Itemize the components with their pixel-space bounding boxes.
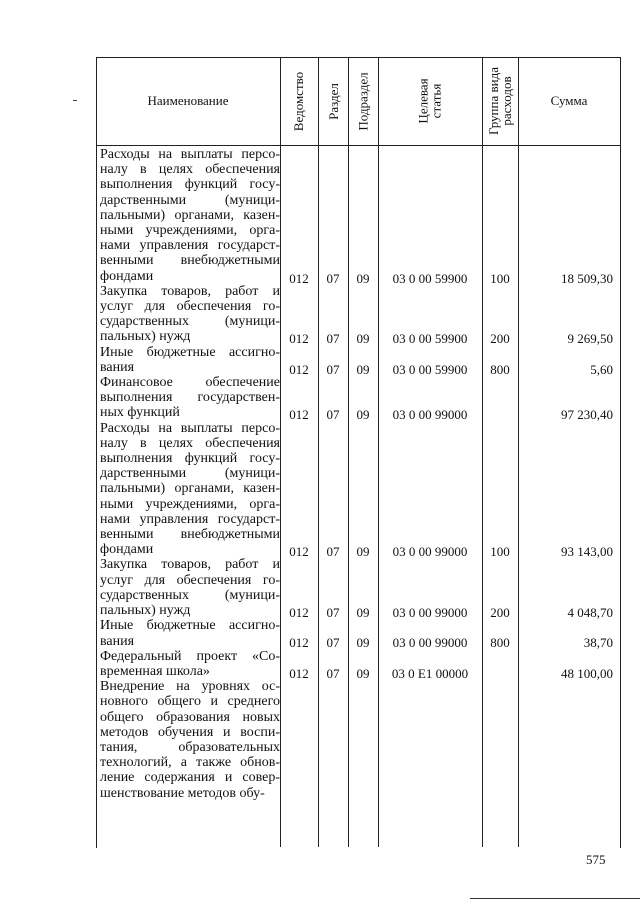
cell-summa: 18 509,30	[561, 270, 613, 286]
cell-celevaya: 03 0 00 59900	[392, 331, 468, 347]
header-ved-text: Ведомство	[291, 71, 307, 131]
row-name	[100, 618, 280, 648]
row-name-line: шенствование методов обу-	[100, 785, 265, 801]
scan-edge-line	[470, 898, 640, 899]
cell-razdel: 07	[326, 605, 340, 620]
header-celevaya-line: Целевая	[415, 78, 431, 124]
row-name-line: выполнения функций госу-	[100, 177, 280, 193]
header-name	[96, 57, 280, 145]
cell-razdel: 07	[326, 665, 340, 681]
cell-podrazdel: 09	[356, 270, 370, 286]
row-name-line: нами управления государст-	[100, 511, 280, 527]
row-name-line: пальными) органами, казен-	[100, 207, 280, 223]
name-column	[100, 147, 280, 801]
row-name-line: сударственных (муници-	[100, 587, 280, 603]
row-name	[100, 649, 280, 679]
page-number: 575	[586, 852, 606, 867]
cell-razdel: 07	[326, 635, 340, 651]
cell-ved: 012	[289, 605, 309, 620]
row-name-line: тания, образовательных	[100, 739, 280, 755]
cell-summa: 5,60	[590, 361, 613, 377]
row-name-line: ных функций	[100, 405, 180, 421]
row-name	[100, 421, 280, 558]
column-divider	[518, 57, 519, 847]
row-name-line: временная школа»	[100, 663, 210, 679]
row-name-line: венными внебюджетными	[100, 253, 280, 269]
header-ved	[280, 57, 318, 145]
cell-podrazdel: 09	[356, 331, 370, 347]
row-name-line: новного общего и среднего	[100, 694, 280, 710]
margin-mark	[73, 100, 77, 101]
row-name	[100, 375, 280, 421]
header-razdel-text: Раздел	[325, 82, 341, 120]
cell-razdel: 07	[326, 407, 340, 423]
row-name-line: сударственных (муници-	[100, 314, 280, 330]
cell-celevaya: 03 0 00 59900	[392, 270, 468, 286]
header-podrazdel	[348, 57, 378, 145]
row-name-line: ление содержания и совер-	[100, 770, 280, 786]
cell-celevaya: 03 0 00 59900	[392, 361, 468, 377]
cell-ved: 012	[289, 361, 309, 377]
row-name-line: ными учреждениями, орга-	[100, 496, 280, 512]
header-gruppa-line: Группа вида	[486, 67, 502, 135]
cell-razdel: 07	[326, 544, 340, 560]
cell-razdel: 07	[326, 270, 340, 286]
cell-gruppa: 800	[490, 635, 510, 651]
row-name	[100, 345, 280, 375]
header-divider	[96, 145, 620, 146]
row-name	[100, 147, 280, 284]
row-name-line: вания	[100, 633, 135, 649]
header-summa-text: Сумма	[550, 93, 588, 108]
cell-summa: 48 100,00	[561, 665, 613, 681]
cell-summa: 93 143,00	[561, 544, 613, 560]
header-name-text: Наименование	[147, 93, 229, 108]
header-gruppa-line: расходов	[499, 76, 515, 126]
column-divider	[482, 57, 483, 847]
cell-celevaya: 03 0 00 99000	[392, 635, 468, 651]
cell-celevaya: 03 0 00 99000	[392, 407, 468, 423]
header-gruppa-text	[487, 67, 513, 135]
cell-celevaya: 03 0 00 99000	[392, 605, 468, 620]
row-name-line: методов обучения и воспи-	[100, 724, 280, 740]
row-name-line: выполнения функций госу-	[100, 451, 280, 467]
row-name-line: пальных) нужд	[100, 603, 191, 619]
header-gruppa	[482, 57, 518, 145]
cell-podrazdel: 09	[356, 605, 370, 620]
row-name-line: фондами	[100, 542, 154, 558]
row-name-line: налу в целях обеспечения	[100, 162, 280, 178]
column-divider	[348, 57, 349, 847]
cell-gruppa: 100	[490, 544, 510, 560]
row-name-line: Финансовое обеспечение	[100, 375, 280, 391]
row-name-line: Закупка товаров, работ и	[100, 557, 280, 573]
header-podrazdel-text: Подраздел	[355, 71, 371, 131]
cell-ved: 012	[289, 544, 309, 560]
row-name	[100, 557, 280, 618]
column-divider	[318, 57, 319, 847]
row-name-line: Иные бюджетные ассигно-	[100, 618, 280, 634]
cell-razdel: 07	[326, 331, 340, 347]
row-name	[100, 679, 280, 801]
cell-podrazdel: 09	[356, 665, 370, 681]
cell-ved: 012	[289, 665, 309, 681]
header-summa	[518, 57, 620, 145]
row-name-line: дарственными (муници-	[100, 192, 280, 208]
row-name-line: Иные бюджетные ассигно-	[100, 344, 280, 360]
row-name-line: технологий, а также обнов-	[100, 755, 280, 771]
cell-celevaya: 03 0 00 99000	[392, 544, 468, 560]
row-name-line: нами управления государст-	[100, 238, 280, 254]
row-name	[100, 284, 280, 345]
cell-podrazdel: 09	[356, 407, 370, 423]
header-celevaya-text	[417, 78, 443, 123]
row-name-line: общего образования новых	[100, 709, 280, 725]
cell-gruppa: 200	[490, 605, 510, 620]
row-name-line: налу в целях обеспечения	[100, 435, 280, 451]
row-name-line: пальными) органами, казен-	[100, 481, 280, 497]
row-name-line: услуг для обеспечения го-	[100, 299, 280, 315]
cell-ved: 012	[289, 270, 309, 286]
row-name-line: ными учреждениями, орга-	[100, 223, 280, 239]
cell-summa: 38,70	[583, 635, 613, 651]
cell-summa: 4 048,70	[567, 605, 613, 620]
row-name-line: Внедрение на уровнях ос-	[100, 679, 280, 695]
row-name-line: Закупка товаров, работ и	[100, 283, 280, 299]
cell-gruppa: 100	[490, 270, 510, 286]
row-name-line: вания	[100, 359, 135, 375]
cell-ved: 012	[289, 331, 309, 347]
cell-summa: 97 230,40	[561, 407, 613, 423]
cell-razdel: 07	[326, 361, 340, 377]
cell-ved: 012	[289, 635, 309, 651]
row-name-line: Расходы на выплаты персо-	[100, 420, 280, 436]
header-celevaya	[378, 57, 482, 145]
row-name-line: услуг для обеспечения го-	[100, 572, 280, 588]
cell-gruppa: 200	[490, 331, 510, 347]
row-name-line: выполнения государствен-	[100, 390, 280, 406]
column-divider	[280, 57, 281, 847]
header-razdel	[318, 57, 348, 145]
row-name-line: дарственными (муници-	[100, 466, 280, 482]
row-name-line: венными внебюджетными	[100, 527, 280, 543]
cell-podrazdel: 09	[356, 544, 370, 560]
header-celevaya-line: статья	[428, 83, 444, 119]
cell-ved: 012	[289, 407, 309, 423]
cell-podrazdel: 09	[356, 635, 370, 651]
column-divider	[378, 57, 379, 847]
row-name-line: Федеральный проект «Со-	[100, 648, 280, 664]
cell-celevaya: 03 0 E1 00000	[391, 665, 469, 681]
row-name-line: фондами	[100, 268, 154, 284]
row-name-line: пальных) нужд	[100, 329, 191, 345]
row-name-line: Расходы на выплаты персо-	[100, 147, 280, 162]
cell-gruppa: 800	[490, 361, 510, 377]
cell-podrazdel: 09	[356, 361, 370, 377]
cell-summa: 9 269,50	[567, 331, 613, 347]
